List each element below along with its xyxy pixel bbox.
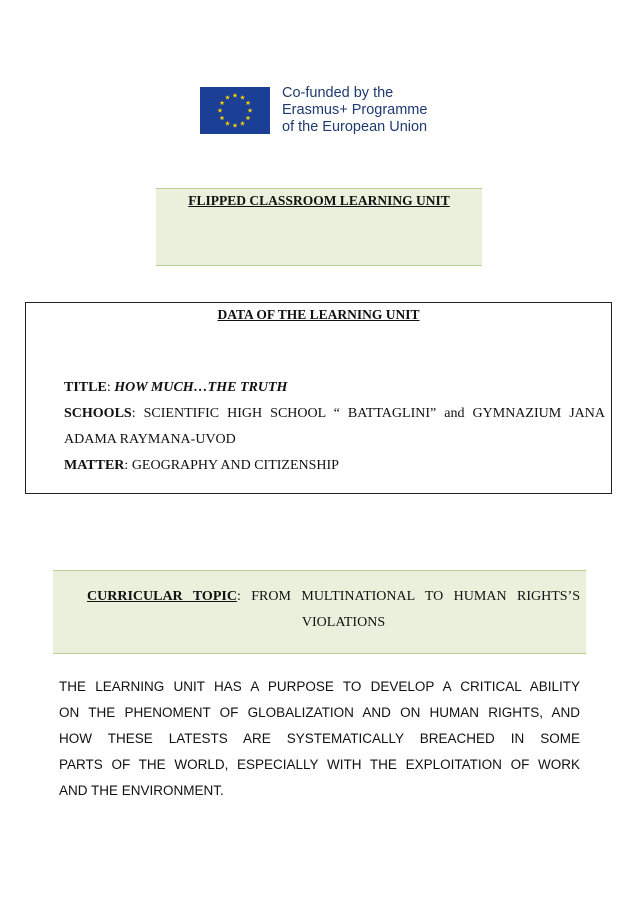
- logo-line-2: Erasmus+ Programme: [282, 102, 428, 118]
- schools-value-line-1: SCIENTIFIC HIGH SCHOOL “ BATTAGLINI” and GYMNAZIUM JANA: [143, 406, 605, 421]
- topic-text: [87, 584, 580, 636]
- topic-box: [53, 570, 586, 654]
- logo-text: [282, 85, 452, 136]
- title-label: TITLE: [64, 380, 107, 395]
- data-box-heading: DATA OF THE LEARNING UNIT: [217, 307, 420, 322]
- unit-title: FLIPPED CLASSROOM LEARNING UNIT: [188, 193, 450, 208]
- topic-value-line-1: FROM MULTINATIONAL TO HUMAN RIGHTS’S: [251, 589, 580, 604]
- matter-row: MATTER: GEOGRAPHY AND CITIZENSHIP: [64, 458, 339, 473]
- matter-value: GEOGRAPHY AND CITIZENSHIP: [131, 458, 339, 473]
- logo-line-1: Co-funded by the: [282, 85, 394, 101]
- schools-row: SCHOOLS: SCIENTIFIC HIGH SCHOOL “ BATTAGLINI” and GYMNAZIUM JANA: [64, 406, 605, 421]
- title-value: HOW MUCH…THE TRUTH: [114, 380, 288, 395]
- paragraph-line: AND THE ENVIRONMENT.: [59, 783, 224, 798]
- paragraph-line: PARTS OF THE WORLD, ESPECIALLY WITH THE EXPLOITATION OF WORK: [59, 757, 580, 772]
- title-row: TITLE: HOW MUCH…THE TRUTH: [64, 380, 288, 395]
- description-paragraph: [59, 674, 580, 804]
- unit-title-box: [156, 188, 482, 266]
- paragraph-line: THE LEARNING UNIT HAS A PURPOSE TO DEVELOP A CRITICAL ABILITY: [59, 679, 580, 694]
- paragraph-line: HOW THESE LATESTS ARE SYSTEMATICALLY BREACHED IN SOME: [59, 731, 580, 746]
- topic-line-1: CURRICULAR TOPIC: FROM MULTINATIONAL TO HUMAN RIGHTS’S: [87, 589, 580, 604]
- paragraph-line: ON THE PHENOMENT OF GLOBALIZATION AND ON HUMAN RIGHTS, AND: [59, 705, 580, 720]
- topic-label: CURRICULAR TOPIC: [87, 589, 237, 604]
- data-box: [25, 302, 612, 494]
- eu-flag-icon: [200, 87, 270, 134]
- logo-line-3: of the European Union: [282, 119, 428, 135]
- matter-label: MATTER: [64, 458, 125, 473]
- topic-value-line-2: VIOLATIONS: [301, 615, 386, 630]
- schools-value-line-2: ADAMA RAYMANA-UVOD: [64, 432, 236, 447]
- schools-row-2: [64, 427, 605, 453]
- erasmus-logo: [200, 85, 440, 140]
- schools-label: SCHOOLS: [64, 406, 132, 421]
- data-box-lines: [64, 375, 605, 479]
